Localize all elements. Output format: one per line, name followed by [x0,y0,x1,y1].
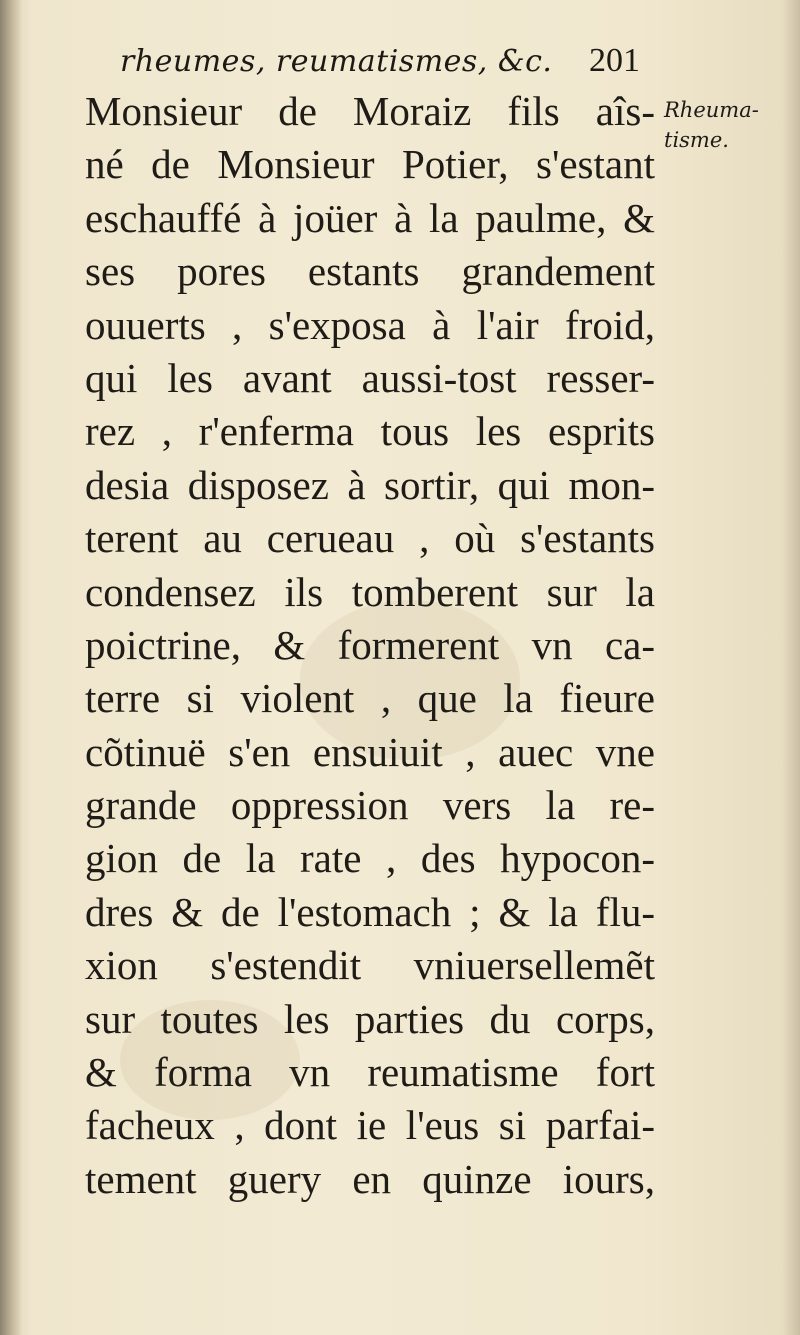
marginal-note [664,95,794,155]
text-line: cõtinuë s'en ensuiuit , auec vne [85,728,655,775]
text-line: eschauffé à joüer à la paulme, & [85,194,655,241]
text-line: xion s'estendit vniuersellemẽt [85,942,655,989]
text-line: ses pores estants grandement [85,248,655,295]
running-head-title: rheumes, reumatismes, &c. [120,44,553,79]
text-line: poictrine, & formerent vn ca- [85,621,655,668]
page-gutter-edge [0,0,22,1335]
text-line: tement guery en quinze iours, [85,1155,655,1202]
text-line: qui les avant aussi-tost resser- [85,354,655,401]
text-line: sur toutes les parties du corps, [85,995,655,1042]
text-line: condensez ils tomberent sur la [85,568,655,615]
text-line: terre si violent , que la fieure [85,675,655,722]
text-line: terent au cerueau , où s'estants [85,515,655,562]
text-line: gion de la rate , des hypocon- [85,835,655,882]
text-line: desia disposez à sortir, qui mon- [85,461,655,508]
text-line: ouuerts , s'exposa à l'air froid, [85,301,655,348]
page-right-shadow [782,0,800,1335]
marginal-note-line: Rheuma- [664,98,759,122]
page-number: 201 [589,42,640,79]
text-line: né de Monsieur Potier, s'estant [85,141,655,188]
text-line: & forma vn reumatisme fort [85,1049,655,1096]
text-line: dres & de l'estomach ; & la flu- [85,888,655,935]
body-text [85,85,655,1206]
text-line: grande oppression vers la re- [85,782,655,829]
text-line: Monsieur de Moraiz fils aîs- [85,88,655,134]
text-line: facheux , dont ie l'eus si parfai- [85,1102,655,1149]
text-line: rez , r'enferma tous les esprits [85,408,655,455]
marginal-note-line: tisme. [664,128,729,152]
